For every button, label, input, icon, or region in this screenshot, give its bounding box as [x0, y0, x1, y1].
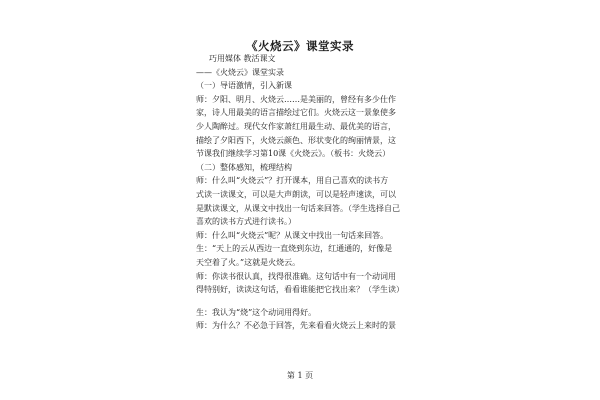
- text-line: ——《火烧云》课堂实录: [196, 67, 284, 77]
- text-line: 师：为什么？不必急于回答，先来看看火烧云上来时的景: [196, 321, 396, 331]
- text-line: 式读一读课文，可以是大声朗读，可以是轻声速读，可以: [196, 189, 396, 199]
- text-line: 师：你读书很认真，找得很准确。这句话中有一个动词用: [196, 271, 396, 281]
- text-line: 生：“天上的云从西边一直烧到东边，红通通的，好像是: [196, 244, 393, 254]
- text-line: 生：我认为“烧”这个动词用得好。: [196, 307, 317, 317]
- text-line: （一）导语激情，引入新课: [196, 81, 292, 91]
- text-line: 喜欢的读书方式进行读书。）: [196, 217, 296, 227]
- text-line: （二）整体感知，梳理结构: [196, 162, 292, 172]
- text-line: 少人陶醉过。现代女作家萧红用最生动、最优美的语言，: [196, 121, 396, 131]
- page-number: 第 1 页: [286, 371, 314, 380]
- text-line: 家，诗人用最美的语言描绘过它们。火烧云这一景象使多: [196, 108, 396, 118]
- text-line: 巧用媒体 教活课文: [209, 54, 276, 63]
- text-line: 师：什么叫“火烧云”？打开课本，用自己喜欢的读书方: [196, 176, 389, 186]
- page-title: 《火烧云》课堂实录: [246, 39, 354, 53]
- text-line: 得特别好，读读这句话，看看谁能把它找出来？（学生读）: [196, 285, 404, 295]
- text-line: 师：夕阳、明月、火烧云……是美丽的，曾经有多少仕作: [196, 94, 396, 104]
- text-line: 天空着了火。”这就是火烧云。: [196, 257, 301, 267]
- text-line: 师：什么叫“火烧云”呢？从课文中找出一句话来回答。: [196, 230, 389, 240]
- text-line: 是默读课文，从课文中找出一句话来回答。（学生选择自己: [196, 203, 400, 213]
- text-line: 描绘了夕阳西下，火烧云颜色、形状变化的绚丽情景，这: [196, 135, 396, 145]
- document-body: [196, 52, 406, 333]
- text-line: 节课我们继续学习第10课《火烧云》。（板书：火烧云）: [196, 149, 391, 159]
- text-line: [196, 297, 406, 306]
